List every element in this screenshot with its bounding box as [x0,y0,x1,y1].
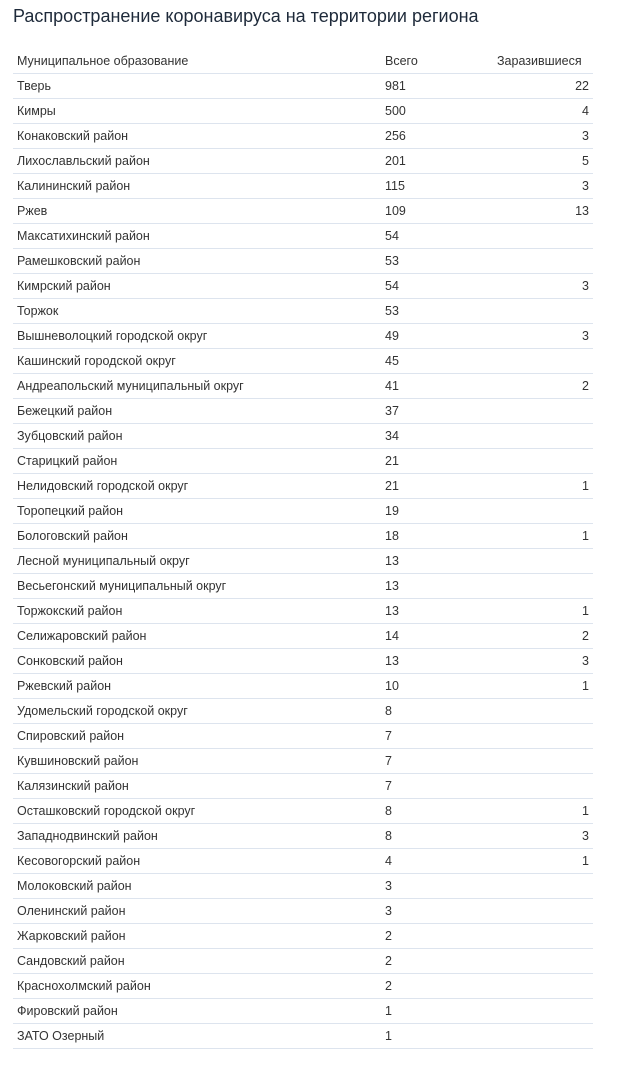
cell-total: 18 [381,524,493,549]
cell-municipality: Лихославльский район [13,149,381,174]
table-row [13,974,593,999]
cell-total: 2 [381,924,493,949]
cell-infected [493,349,593,374]
table-row [13,99,593,124]
cell-total: 1 [381,1024,493,1049]
table-row [13,374,593,399]
table-row [13,549,593,574]
cell-municipality: ЗАТО Озерный [13,1024,381,1049]
cell-total: 45 [381,349,493,374]
table-row [13,349,593,374]
table-row [13,274,593,299]
table-body [13,74,593,1049]
cell-total: 49 [381,324,493,349]
cell-infected: 1 [493,524,593,549]
table-row [13,424,593,449]
cell-municipality: Ржевский район [13,674,381,699]
cell-infected: 1 [493,599,593,624]
cell-total: 13 [381,574,493,599]
cell-total: 3 [381,874,493,899]
table-row [13,224,593,249]
cell-infected [493,399,593,424]
cell-municipality: Андреапольский муниципальный округ [13,374,381,399]
cell-total: 981 [381,74,493,99]
table-row [13,199,593,224]
table-row [13,724,593,749]
cell-infected [493,449,593,474]
cell-infected [493,699,593,724]
cell-infected: 5 [493,149,593,174]
cell-municipality: Кесовогорский район [13,849,381,874]
cell-municipality: Кимры [13,99,381,124]
cell-municipality: Весьегонский муниципальный округ [13,574,381,599]
table-row [13,649,593,674]
table-row [13,149,593,174]
cell-total: 8 [381,799,493,824]
table-row [13,124,593,149]
cell-infected: 3 [493,324,593,349]
cell-total: 54 [381,224,493,249]
cell-total: 21 [381,474,493,499]
table-row [13,574,593,599]
cell-municipality: Фировский район [13,999,381,1024]
table-row [13,524,593,549]
cell-municipality: Вышневолоцкий городской округ [13,324,381,349]
cell-municipality: Осташковский городской округ [13,799,381,824]
cell-infected [493,974,593,999]
cell-municipality: Селижаровский район [13,624,381,649]
cell-municipality: Торжок [13,299,381,324]
cell-infected: 1 [493,674,593,699]
table-row [13,774,593,799]
cell-municipality: Максатихинский район [13,224,381,249]
table-row [13,874,593,899]
table-row [13,999,593,1024]
table-row [13,474,593,499]
cell-total: 41 [381,374,493,399]
cell-infected: 3 [493,649,593,674]
table-row [13,449,593,474]
cell-municipality: Жарковский район [13,924,381,949]
cell-infected [493,949,593,974]
cell-infected [493,724,593,749]
cell-total: 8 [381,824,493,849]
cell-total: 1 [381,999,493,1024]
cell-infected: 3 [493,174,593,199]
cell-municipality: Молоковский район [13,874,381,899]
cell-municipality: Сонковский район [13,649,381,674]
cell-total: 8 [381,699,493,724]
cell-total: 7 [381,774,493,799]
cell-infected [493,774,593,799]
cell-municipality: Нелидовский городской округ [13,474,381,499]
cell-total: 7 [381,749,493,774]
table-row [13,399,593,424]
header-municipality: Муниципальное образование [13,49,381,74]
cell-total: 2 [381,974,493,999]
cell-municipality: Конаковский район [13,124,381,149]
table-row [13,74,593,99]
cell-total: 109 [381,199,493,224]
cell-infected [493,874,593,899]
cell-infected [493,899,593,924]
cell-municipality: Бологовский район [13,524,381,549]
table-row [13,599,593,624]
table-row [13,949,593,974]
cell-municipality: Рамешковский район [13,249,381,274]
cell-total: 53 [381,299,493,324]
table-row [13,799,593,824]
cell-infected: 3 [493,274,593,299]
cell-total: 256 [381,124,493,149]
cell-municipality: Кимрский район [13,274,381,299]
table-row [13,1024,593,1049]
cell-infected [493,299,593,324]
table-row [13,324,593,349]
table-row [13,824,593,849]
cell-infected: 2 [493,624,593,649]
cell-infected: 3 [493,824,593,849]
header-infected: Заразившиеся [493,49,593,74]
cell-infected [493,574,593,599]
cell-total: 13 [381,649,493,674]
cell-infected [493,224,593,249]
cell-total: 21 [381,449,493,474]
cell-total: 54 [381,274,493,299]
cell-total: 53 [381,249,493,274]
cell-total: 37 [381,399,493,424]
table-row [13,499,593,524]
table-row [13,924,593,949]
cell-infected: 4 [493,99,593,124]
table-row [13,749,593,774]
cell-municipality: Удомельский городской округ [13,699,381,724]
cell-total: 115 [381,174,493,199]
cell-municipality: Зубцовский район [13,424,381,449]
table-row [13,299,593,324]
cell-infected: 13 [493,199,593,224]
cell-municipality: Калининский район [13,174,381,199]
cell-infected [493,1024,593,1049]
table-row [13,249,593,274]
page-title: Распространение коронавируса на территории региона [13,6,479,26]
cell-municipality: Оленинский район [13,899,381,924]
cell-municipality: Сандовский район [13,949,381,974]
cell-infected: 2 [493,374,593,399]
cell-municipality: Торопецкий район [13,499,381,524]
cell-municipality: Спировский район [13,724,381,749]
cell-infected [493,499,593,524]
cell-total: 7 [381,724,493,749]
cell-infected [493,749,593,774]
cell-municipality: Бежецкий район [13,399,381,424]
cell-infected: 22 [493,74,593,99]
cell-infected: 1 [493,799,593,824]
cell-municipality: Кувшиновский район [13,749,381,774]
cell-total: 2 [381,949,493,974]
cell-total: 13 [381,549,493,574]
cell-total: 10 [381,674,493,699]
cell-infected [493,249,593,274]
cell-municipality: Западнодвинский район [13,824,381,849]
cell-municipality: Краснохолмский район [13,974,381,999]
cell-municipality: Кашинский городской округ [13,349,381,374]
cell-municipality: Торжокский район [13,599,381,624]
table-header-row [13,49,593,74]
cell-total: 19 [381,499,493,524]
cell-municipality: Старицкий район [13,449,381,474]
table-row [13,699,593,724]
table-row [13,849,593,874]
cell-total: 500 [381,99,493,124]
cell-municipality: Ржев [13,199,381,224]
table-row [13,174,593,199]
cell-infected: 1 [493,474,593,499]
cell-total: 14 [381,624,493,649]
cell-municipality: Калязинский район [13,774,381,799]
cell-infected [493,924,593,949]
table-row [13,899,593,924]
table-row [13,674,593,699]
table-row [13,624,593,649]
cell-total: 13 [381,599,493,624]
cell-infected [493,424,593,449]
header-total: Всего [381,49,493,74]
cell-infected [493,549,593,574]
cell-infected: 3 [493,124,593,149]
cell-total: 201 [381,149,493,174]
cell-infected [493,999,593,1024]
cell-municipality: Тверь [13,74,381,99]
cell-total: 34 [381,424,493,449]
cell-municipality: Лесной муниципальный округ [13,549,381,574]
cell-total: 3 [381,899,493,924]
cell-total: 4 [381,849,493,874]
cell-infected: 1 [493,849,593,874]
coronavirus-table [13,49,593,1049]
